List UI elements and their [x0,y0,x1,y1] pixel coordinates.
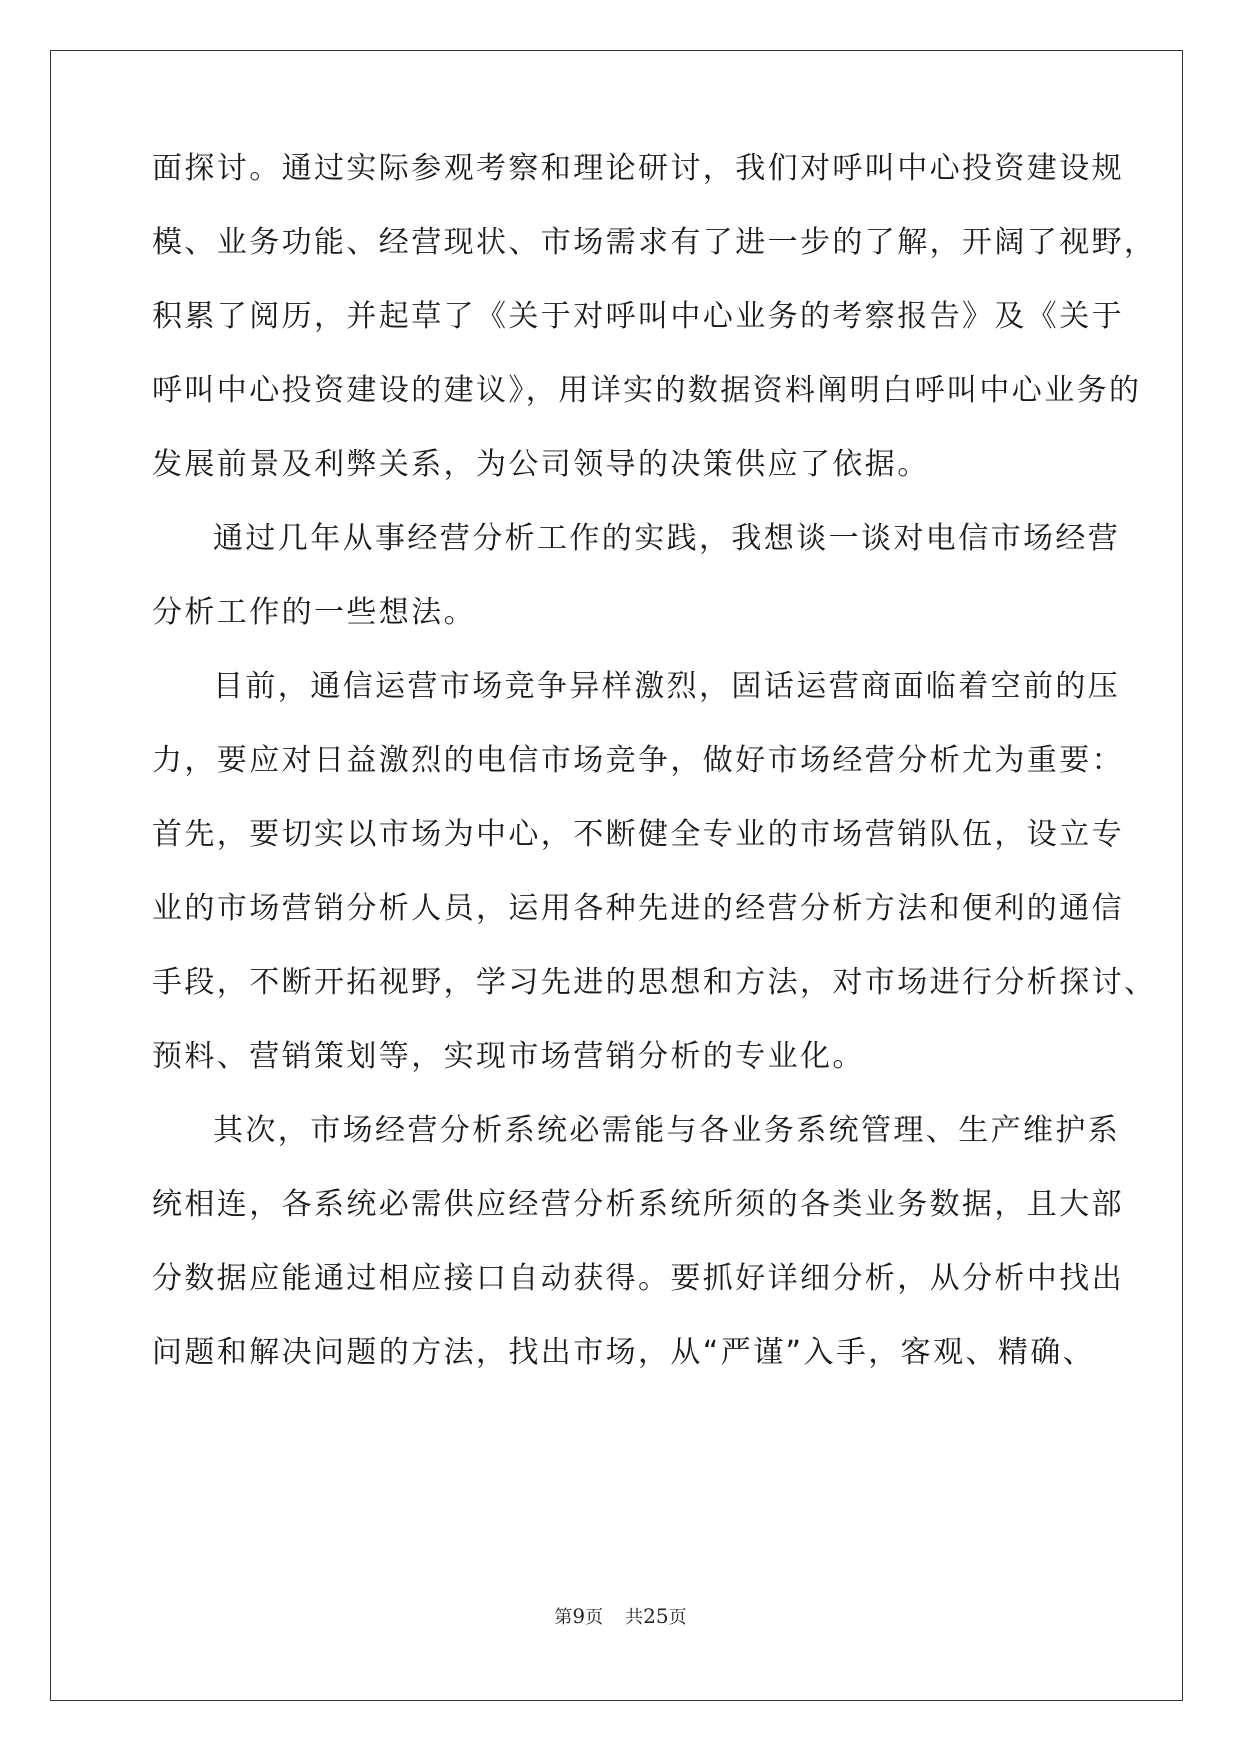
paragraph-line: 通过几年从事经营分析工作的实践，我想谈一谈对电信市场经营 [213,521,1121,556]
paragraph-line: 模、业务功能、经营现状、市场需求有了进一步的了解，开阔了视野， [152,225,1157,260]
paragraph-line: 预料、营销策划等，实现市场营销分析的专业化。 [152,1039,865,1074]
paragraph-line: 统相连，各系统必需供应经营分析系统所须的各类业务数据，且大部 [152,1187,1124,1222]
paragraph-line: 分析工作的一些想法。 [152,595,476,630]
page-footer [0,1604,1241,1630]
page-prefix: 第 [554,1607,573,1628]
page-number: 9 [572,1604,586,1628]
paragraph-line: 力，要应对日益激烈的电信市场竞争，做好市场经营分析尤为重要： [152,743,1124,778]
paragraph-line: 发展前景及利弊关系，为公司领导的决策供应了依据。 [152,447,930,482]
paragraph-line: 其次，市场经营分析系统必需能与各业务系统管理、生产维护系 [213,1113,1121,1148]
paragraph-line: 积累了阅历，并起草了《关于对呼叫中心业务的考察报告》及《关于 [152,299,1124,334]
paragraph-line: 分数据应能通过相应接口自动获得。要抓好详细分析，从分析中找出 [152,1261,1124,1296]
total-pages: 25 [643,1604,669,1628]
paragraph-line: 业的市场营销分析人员，运用各种先进的经营分析方法和便利的通信 [152,891,1124,926]
paragraph-line: 呼叫中心投资建设的建议》，用详实的数据资料阐明白呼叫中心业务的 [152,373,1142,408]
paragraph-line: 面探讨。通过实际参观考察和理论研讨，我们对呼叫中心投资建设规 [152,151,1124,186]
paragraph-line: 目前，通信运营市场竞争异样激烈，固话运营商面临着空前的压 [213,669,1121,704]
paragraph-line: 问题和解决问题的方法，找出市场，从“严谨”入手，客观、精确、 [152,1335,1096,1370]
total-prefix: 共 [625,1607,644,1628]
paragraph-line: 首先，要切实以市场为中心，不断健全专业的市场营销队伍，设立专 [152,817,1124,852]
page-suffix: 页 [585,1607,604,1628]
paragraph-line: 手段，不断开拓视野，学习先进的思想和方法，对市场进行分析探讨、 [152,965,1157,1000]
total-suffix: 页 [668,1607,687,1628]
